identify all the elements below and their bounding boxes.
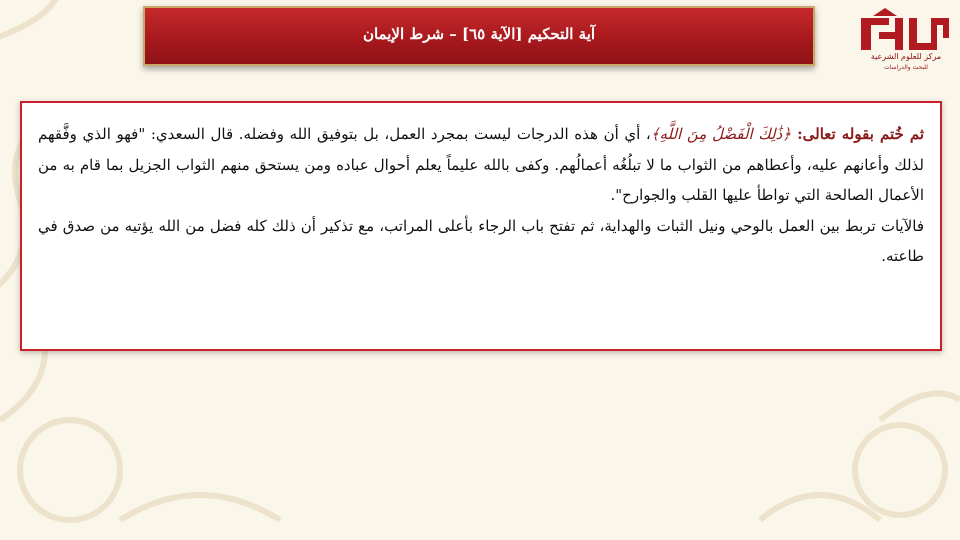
page-title: آية التحكيم [الآية ٦٥] – شرط الإيمان (362, 25, 596, 43)
header-banner (143, 6, 815, 66)
quran-verse: ﴿ذَٰلِكَ الْفَضْلُ مِنَ اللَّهِ﴾ (650, 125, 792, 143)
paragraph-1 (38, 119, 924, 211)
paragraph-2: فالآيات تربط بين العمل بالوحي ونيل الثبات والهداية، ثم تفتح باب الرجاء بأعلى المراتب، مع تذكير أن ذلك كله فضل من الله يؤتيه من صدق في طاعته. (38, 216, 924, 265)
logo-tagline: مركز للعلوم الشرعية (870, 52, 942, 61)
ihkam-logo (855, 6, 955, 72)
logo-subline: للبحث والدراسات (884, 64, 928, 71)
paragraph-1-body: ، أي أن هذه الدرجات ليست بمجرد العمل، بل بتوفيق الله وفضله. قال السعدي: "فهو الذي وفَّقهم لذلك وأعانهم عليه، وأعطاهم من الثواب ما لا تبلُغُه أعمالُهم. وكفى بالله عليماً يعلم أحوال عباده ومن يستحق منهم الثواب الجزيل بما قام به من الأعمال الصالحة التي تواطأ عليها القلب والجوارح". (38, 125, 924, 204)
verse-intro: ثم خُتم بقوله تعالى: (791, 125, 924, 143)
content-box (20, 101, 942, 351)
